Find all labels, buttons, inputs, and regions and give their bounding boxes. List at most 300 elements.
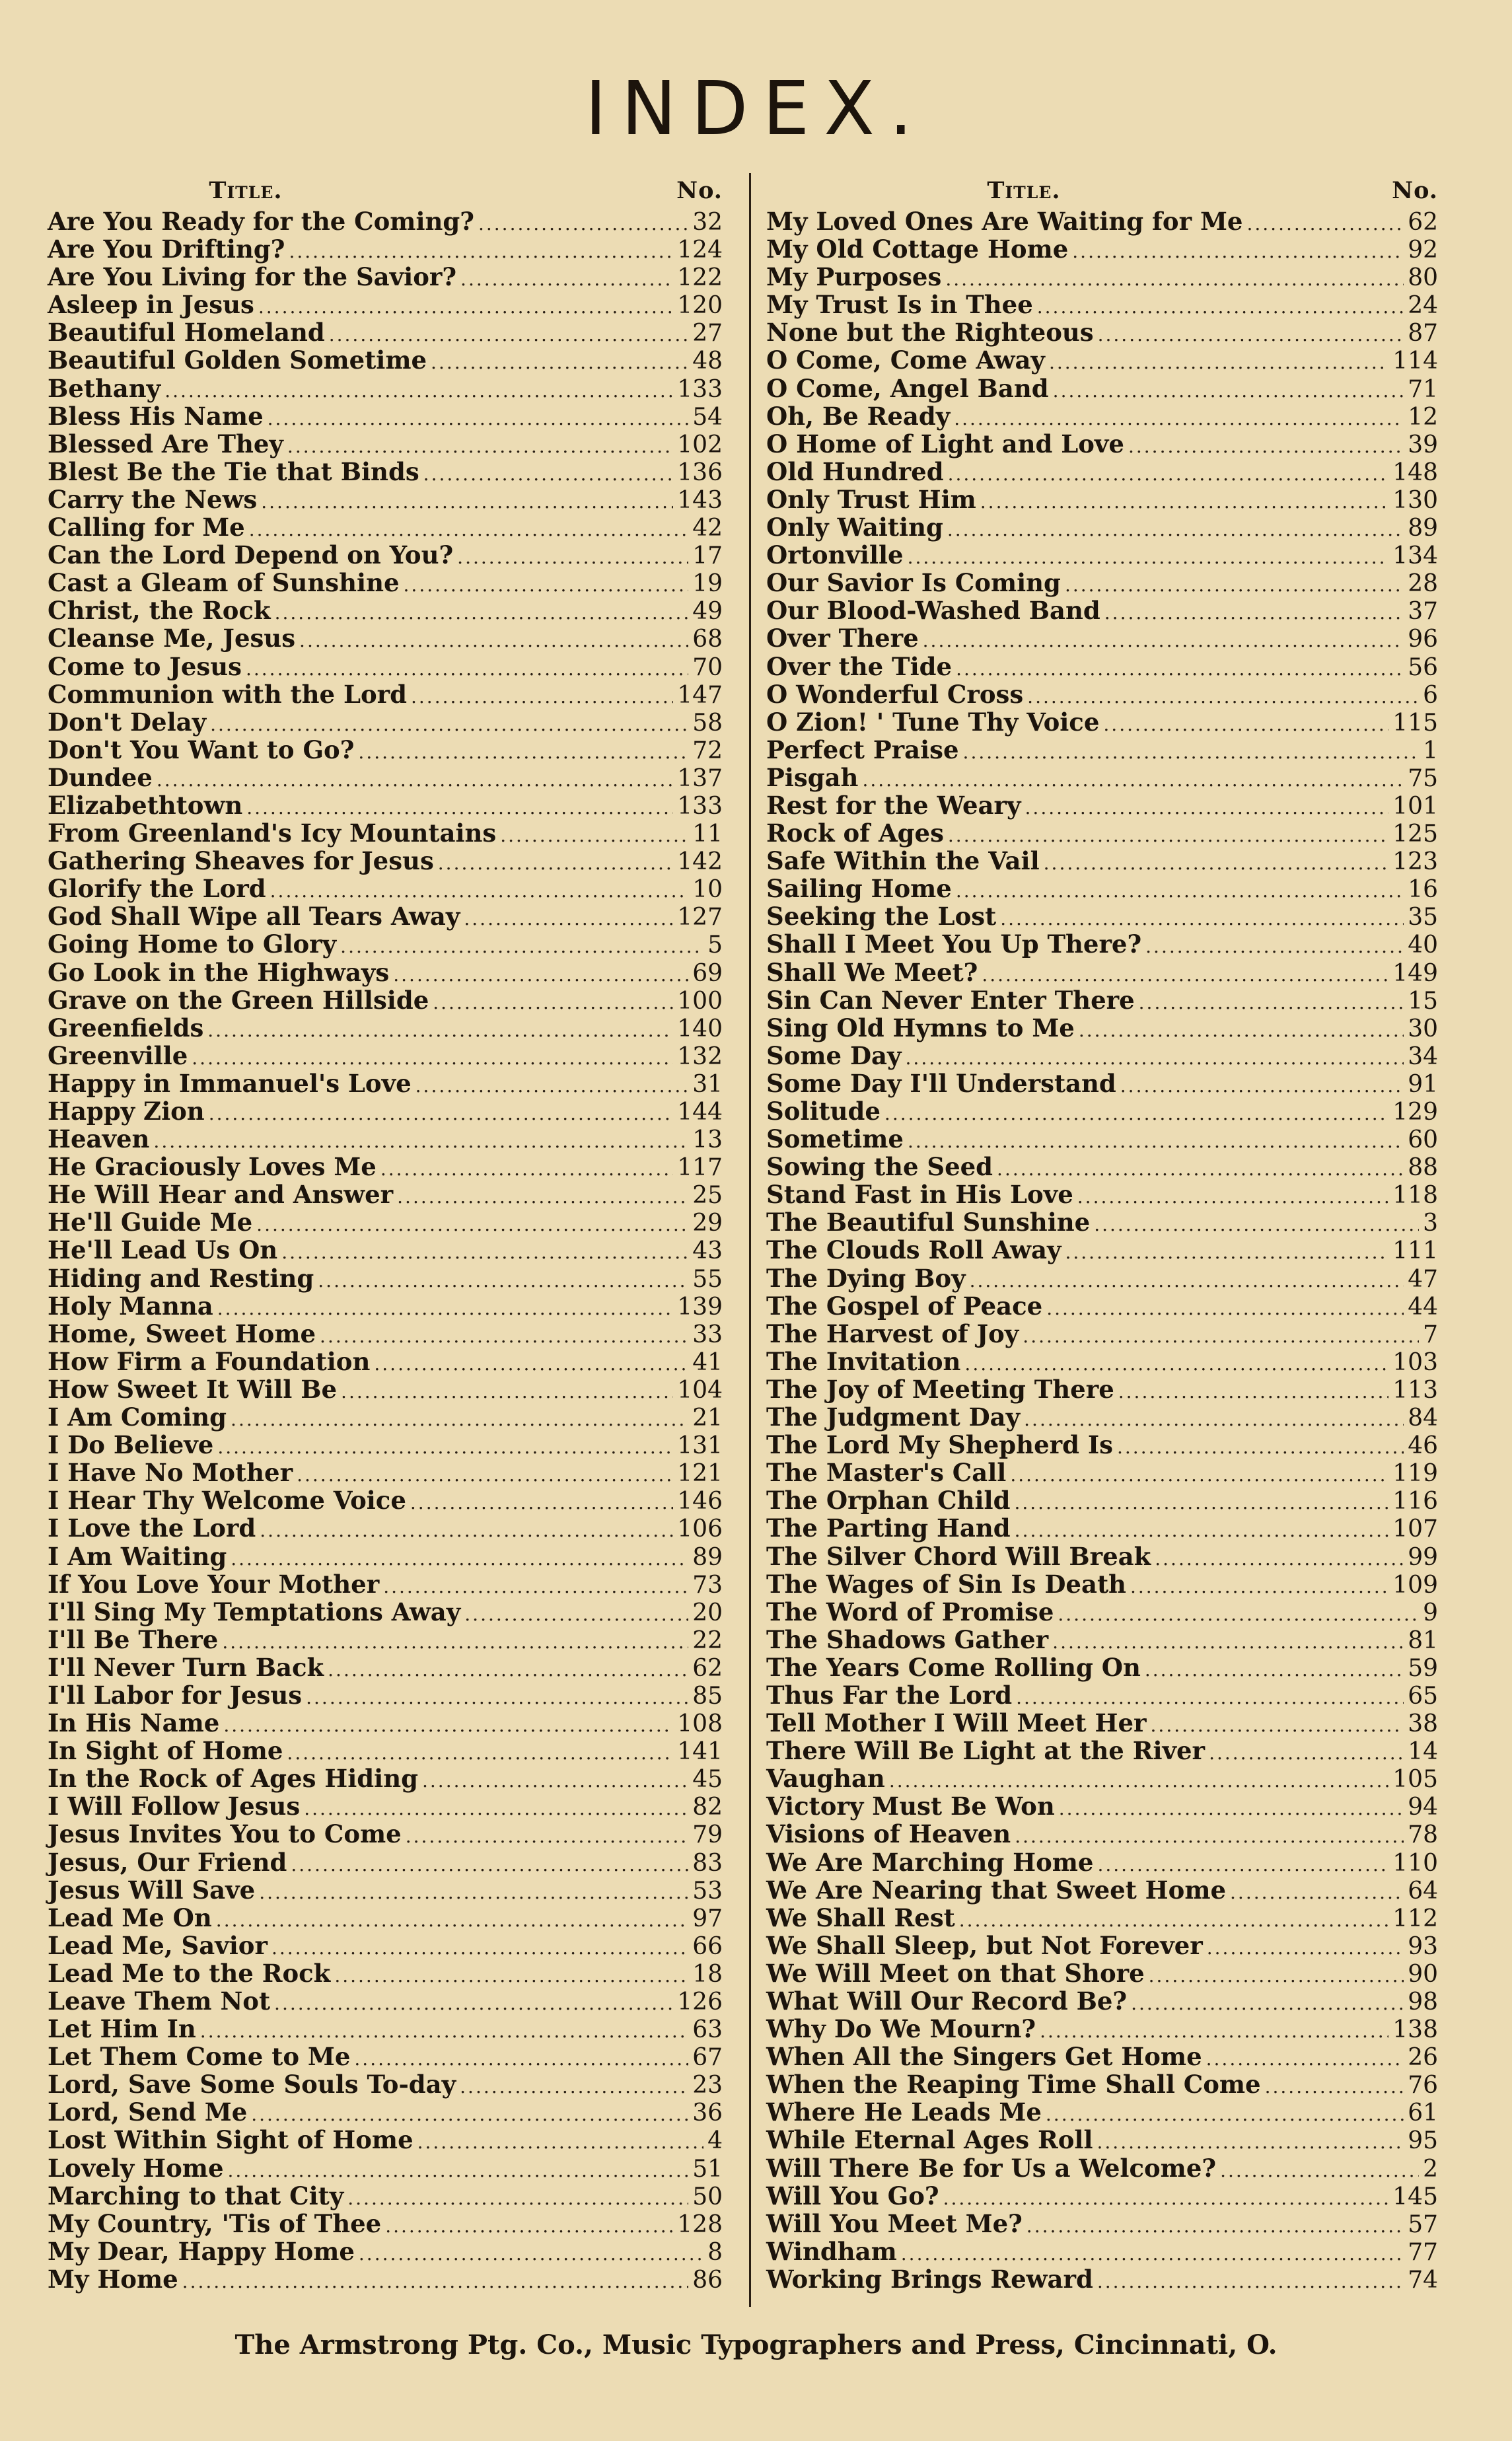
hymn-title: Why Do We Mourn? — [766, 2014, 1036, 2044]
hymn-number: 59 — [1408, 1654, 1438, 1682]
index-entry — [766, 1348, 1438, 1375]
hymn-title: Carry the News — [48, 484, 258, 514]
dot-leader — [1130, 1573, 1388, 1601]
index-entry — [766, 708, 1438, 736]
dot-leader — [1065, 1239, 1388, 1266]
header-title-label: Title. — [209, 177, 283, 204]
index-entry — [766, 2182, 1438, 2210]
hymn-number: 14 — [1408, 1738, 1438, 1766]
hymn-title: Don't Delay — [48, 707, 207, 737]
hymn-title: Will There Be for Us a Welcome? — [766, 2153, 1217, 2183]
hymn-title: He'll Lead Us On — [48, 1235, 278, 1265]
hymn-title: Beautiful Golden Sometime — [48, 346, 427, 375]
dot-leader — [231, 1545, 688, 1573]
dot-leader — [410, 1489, 673, 1517]
hymn-title: My Old Cottage Home — [766, 235, 1069, 264]
hymn-title: Our Savior Is Coming — [766, 568, 1061, 598]
hymn-title: I Love the Lord — [48, 1513, 256, 1543]
dot-leader — [1072, 238, 1404, 266]
hymn-title: In His Name — [48, 1708, 220, 1738]
index-column-left — [48, 173, 723, 2293]
index-entry — [48, 764, 723, 791]
dot-leader — [153, 1128, 688, 1155]
hymn-title: The Clouds Roll Away — [766, 1235, 1062, 1265]
page-title: INDEX. — [585, 66, 927, 152]
hymn-number: 50 — [692, 2183, 723, 2210]
dot-leader — [1015, 1517, 1389, 1545]
hymn-title: Only Trust Him — [766, 484, 976, 514]
hymn-number: 10 — [692, 876, 723, 904]
hymn-title: We Are Marching Home — [766, 1847, 1094, 1877]
hymn-number: 17 — [692, 542, 723, 570]
hymn-number: 16 — [1408, 876, 1438, 904]
index-entry — [48, 1681, 723, 1709]
dot-leader — [281, 1239, 688, 1266]
index-entry — [766, 986, 1438, 1014]
hymn-title: Vaughan — [766, 1764, 885, 1794]
hymn-number: 23 — [692, 2072, 723, 2099]
hymn-title: If You Love Your Mother — [48, 1569, 380, 1599]
hymn-title: He Graciously Loves Me — [48, 1152, 377, 1182]
dot-leader — [1103, 711, 1388, 739]
dot-leader — [433, 989, 673, 1017]
hymn-title: The Beautiful Sunshine — [766, 1208, 1091, 1237]
index-column-right — [766, 173, 1438, 2293]
hymn-title: Happy in Immanuel's Love — [48, 1068, 412, 1098]
hymn-number: 101 — [1392, 792, 1438, 820]
hymn-number: 11 — [692, 820, 723, 848]
hymn-number: 33 — [692, 1321, 723, 1348]
hymn-title: I Am Coming — [48, 1403, 227, 1432]
hymn-title: Heaven — [48, 1124, 150, 1154]
hymn-number: 57 — [1408, 2210, 1438, 2238]
hymn-number: 67 — [692, 2044, 723, 2072]
dot-leader — [406, 1823, 688, 1850]
hymn-number: 121 — [677, 1460, 723, 1488]
dot-leader — [393, 961, 688, 989]
hymn-number: 142 — [677, 848, 723, 876]
dot-leader — [970, 1267, 1404, 1295]
hymn-title: When All the Singers Get Home — [766, 2042, 1202, 2072]
index-entry — [48, 1570, 723, 1598]
hymn-title: Will You Go? — [766, 2181, 939, 2210]
dot-leader — [1155, 1545, 1404, 1573]
header-number-label: No. — [1392, 177, 1438, 204]
hymn-title: Home, Sweet Home — [48, 1319, 316, 1348]
index-entry — [48, 235, 723, 263]
index-entry — [766, 1654, 1438, 1681]
index-entry — [766, 207, 1438, 235]
hymn-number: 9 — [1423, 1599, 1438, 1626]
hymn-title: Will You Meet Me? — [766, 2208, 1023, 2238]
hymn-number: 70 — [692, 653, 723, 681]
hymn-title: The Harvest of Joy — [766, 1319, 1019, 1348]
index-entry — [48, 2182, 723, 2210]
hymn-number: 134 — [1392, 542, 1438, 570]
dot-leader — [228, 2157, 689, 2185]
dot-leader — [216, 1907, 688, 1934]
hymn-number: 107 — [1392, 1515, 1438, 1543]
dot-leader — [217, 1295, 674, 1323]
dot-leader — [997, 1155, 1404, 1183]
index-entry — [766, 1626, 1438, 1654]
hymn-number: 143 — [677, 486, 723, 514]
hymn-number: 93 — [1408, 1932, 1438, 1960]
dot-leader — [334, 1962, 688, 1990]
hymn-title: Pisgah — [766, 762, 859, 792]
dot-leader — [1206, 2045, 1404, 2073]
hymn-number: 86 — [692, 2266, 723, 2294]
index-entry — [48, 1932, 723, 1959]
hymn-number: 113 — [1392, 1376, 1438, 1404]
index-entry — [766, 486, 1438, 513]
hymn-number: 62 — [1408, 209, 1438, 236]
hymn-number: 97 — [692, 1905, 723, 1932]
index-entry — [48, 1292, 723, 1320]
hymn-number: 7 — [1423, 1321, 1438, 1348]
index-entry — [766, 1765, 1438, 1792]
hymn-title: We Shall Rest — [766, 1903, 955, 1932]
hymn-title: When the Reaping Time Shall Come — [766, 2070, 1261, 2099]
dot-leader — [274, 1990, 673, 2018]
dot-leader — [1052, 1628, 1404, 1656]
hymn-title: Are You Ready for the Coming? — [48, 207, 474, 236]
hymn-number: 147 — [677, 681, 723, 709]
dot-leader — [347, 2185, 688, 2212]
dot-leader — [157, 766, 673, 794]
hymn-title: Lead Me On — [48, 1903, 212, 1932]
hymn-title: Holy Manna — [48, 1291, 213, 1321]
hymn-title: Grave on the Green Hillside — [48, 985, 429, 1015]
dot-leader — [1046, 2101, 1404, 2129]
dot-leader — [460, 266, 673, 293]
index-entry — [48, 680, 723, 708]
hymn-title: I'll Labor for Jesus — [48, 1680, 303, 1710]
index-entry — [766, 1792, 1438, 1820]
hymn-number: 78 — [1408, 1821, 1438, 1849]
hymn-number: 44 — [1408, 1293, 1438, 1321]
index-entry — [48, 1514, 723, 1542]
dot-leader — [217, 1434, 673, 1461]
index-entry — [766, 2098, 1438, 2126]
dot-leader — [862, 766, 1404, 794]
dot-leader — [299, 627, 688, 655]
dot-leader — [385, 2212, 673, 2240]
hymn-number: 115 — [1392, 709, 1438, 737]
hymn-number: 20 — [692, 1599, 723, 1626]
dot-leader — [1094, 1211, 1419, 1239]
dot-leader — [275, 599, 689, 627]
hymn-title: Christ, the Rock — [48, 596, 271, 626]
index-entry — [48, 375, 723, 402]
index-entry — [48, 1348, 723, 1375]
dot-leader — [947, 516, 1404, 544]
dot-leader — [500, 822, 688, 850]
hymn-title: Rest for the Weary — [766, 790, 1021, 820]
dot-leader — [1120, 1072, 1404, 1100]
dot-leader — [383, 1573, 688, 1601]
dot-leader — [1065, 571, 1404, 599]
hymn-number: 98 — [1408, 1988, 1438, 2016]
dot-leader — [1097, 1851, 1388, 1879]
dot-leader — [1059, 1795, 1404, 1823]
index-entry — [48, 346, 723, 374]
index-entry — [766, 1431, 1438, 1459]
hymn-title: Let Him In — [48, 2014, 196, 2044]
index-entry — [766, 541, 1438, 569]
hymn-title: Visions of Heaven — [766, 1819, 1011, 1849]
hymn-title: What Will Our Record Be? — [766, 1986, 1128, 2016]
hymn-number: 90 — [1408, 1960, 1438, 1988]
dot-leader — [209, 1100, 674, 1128]
index-entry — [48, 930, 723, 958]
index-entry — [766, 263, 1438, 291]
dot-leader — [464, 1601, 688, 1628]
hymn-title: Jesus Will Save — [48, 1875, 256, 1905]
dot-leader — [1079, 1017, 1404, 1044]
hymn-number: 45 — [692, 1766, 723, 1794]
hymn-title: Lead Me to the Rock — [48, 1958, 331, 1988]
hymn-title: He'll Guide Me — [48, 1208, 253, 1237]
hymn-number: 80 — [1408, 264, 1438, 292]
dot-leader — [222, 1628, 688, 1656]
dot-leader — [464, 905, 673, 933]
hymn-title: I'll Be There — [48, 1624, 219, 1654]
hymn-title: Over the Tide — [766, 651, 953, 681]
index-entry — [48, 959, 723, 986]
hymn-number: 89 — [1408, 515, 1438, 542]
hymn-title: Greenfields — [48, 1013, 204, 1042]
hymn-title: Leave Them Not — [48, 1986, 271, 2016]
hymn-number: 30 — [1408, 1015, 1438, 1042]
hymn-number: 125 — [1392, 820, 1438, 848]
dot-leader — [246, 655, 688, 683]
hymn-number: 77 — [1408, 2238, 1438, 2266]
hymn-title: We Are Nearing that Sweet Home — [766, 1875, 1227, 1905]
index-list-right — [766, 207, 1438, 2293]
hymn-number: 83 — [692, 1849, 723, 1877]
hymn-number: 137 — [677, 764, 723, 792]
index-entry — [766, 1208, 1438, 1236]
dot-leader — [423, 460, 674, 488]
dot-leader — [1040, 2018, 1388, 2045]
dot-leader — [1024, 1406, 1404, 1434]
index-entry — [766, 1987, 1438, 2015]
hymn-number: 100 — [677, 987, 723, 1015]
hymn-number: 27 — [692, 320, 723, 347]
index-entry — [48, 736, 723, 764]
dot-leader — [358, 739, 688, 766]
index-entry — [766, 1097, 1438, 1125]
hymn-number: 136 — [677, 458, 723, 486]
hymn-number: 81 — [1408, 1626, 1438, 1654]
index-entry — [48, 1153, 723, 1181]
index-entry — [766, 1014, 1438, 1042]
index-entry — [766, 1236, 1438, 1264]
hymn-number: 138 — [1392, 2016, 1438, 2044]
header-number-label: No. — [676, 177, 723, 204]
hymn-title: The Orphan Child — [766, 1486, 1011, 1515]
index-entry — [48, 1014, 723, 1042]
dot-leader — [1037, 293, 1404, 321]
index-entry — [766, 1181, 1438, 1208]
hymn-number: 126 — [677, 1988, 723, 2016]
hymn-number: 29 — [692, 1210, 723, 1237]
dot-leader — [1117, 1434, 1404, 1461]
index-entry — [48, 1987, 723, 2015]
hymn-title: My Purposes — [766, 262, 942, 292]
dot-leader — [959, 1907, 1389, 1934]
index-entry — [48, 1403, 723, 1431]
hymn-title: O Wonderful Cross — [766, 679, 1024, 709]
index-entry — [766, 902, 1438, 930]
index-entry — [766, 2015, 1438, 2043]
dot-leader — [404, 571, 689, 599]
hymn-number: 55 — [692, 1265, 723, 1293]
dot-leader — [251, 2101, 688, 2129]
hymn-title: Greenville — [48, 1040, 188, 1070]
hymn-number: 120 — [677, 292, 723, 320]
dot-leader — [287, 433, 673, 460]
hymn-title: Old Hundred — [766, 456, 944, 486]
hymn-number: 41 — [692, 1348, 723, 1376]
hymn-number: 34 — [1408, 1042, 1438, 1070]
printer-credit: The Armstrong Ptg. Co., Music Typographers and Press, Cincinnati, O. — [234, 2329, 1278, 2360]
index-entry — [48, 653, 723, 680]
hymn-number: 144 — [677, 1099, 723, 1126]
hymn-title: Gathering Sheaves for Jesus — [48, 846, 434, 876]
hymn-title: Glorify the Lord — [48, 874, 266, 904]
hymn-number: 6 — [1423, 681, 1438, 709]
hymn-number: 37 — [1408, 598, 1438, 626]
hymn-number: 24 — [1408, 292, 1438, 320]
dot-leader — [318, 1267, 688, 1295]
hymn-title: My Home — [48, 2264, 178, 2294]
index-entry — [48, 541, 723, 569]
hymn-title: O Come, Come Away — [766, 346, 1045, 375]
hymn-title: I Am Waiting — [48, 1541, 227, 1571]
hymn-number: 131 — [677, 1432, 723, 1460]
dot-leader — [1053, 377, 1404, 405]
hymn-title: Marching to that City — [48, 2181, 344, 2210]
hymn-title: Dundee — [48, 762, 153, 792]
hymn-title: Sin Can Never Enter There — [766, 985, 1135, 1015]
index-entry — [766, 1514, 1438, 1542]
index-entry — [766, 346, 1438, 374]
hymn-title: Communion with the Lord — [48, 679, 407, 709]
dot-leader — [260, 1517, 673, 1545]
hymn-number: 36 — [692, 2099, 723, 2127]
hymn-number: 15 — [1408, 987, 1438, 1015]
dot-leader — [884, 1100, 1388, 1128]
index-entry — [766, 1070, 1438, 1097]
hymn-number: 38 — [1408, 1710, 1438, 1738]
index-entry — [766, 1403, 1438, 1431]
hymn-title: Safe Within the Vail — [766, 846, 1040, 876]
index-entry — [766, 1375, 1438, 1403]
index-entry — [48, 2238, 723, 2265]
index-entry — [48, 1792, 723, 1820]
index-entry — [766, 1820, 1438, 1848]
hymn-number: 119 — [1392, 1460, 1438, 1488]
hymn-number: 2 — [1423, 2155, 1438, 2183]
hymn-number: 92 — [1408, 237, 1438, 264]
hymn-number: 117 — [677, 1154, 723, 1182]
dot-leader — [304, 1795, 688, 1823]
dot-leader — [291, 1851, 688, 1879]
hymn-title: Come to Jesus — [48, 651, 242, 681]
hymn-title: We Shall Sleep, but Not Forever — [766, 1930, 1203, 1960]
dot-leader — [320, 1323, 688, 1350]
hymn-number: 105 — [1392, 1766, 1438, 1794]
hymn-title: From Greenland's Icy Mountains — [48, 819, 497, 848]
index-entry — [766, 597, 1438, 624]
dot-leader — [1246, 210, 1404, 238]
dot-leader — [328, 1656, 688, 1684]
dot-leader — [182, 2268, 689, 2296]
index-entry — [48, 2043, 723, 2070]
index-entry — [766, 819, 1438, 847]
hymn-title: Sailing Home — [766, 874, 952, 904]
hymn-title: The Silver Chord Will Break — [766, 1541, 1151, 1571]
dot-leader — [908, 544, 1389, 571]
dot-leader — [431, 349, 688, 377]
hymn-title: Jesus Invites You to Come — [48, 1819, 402, 1849]
dot-leader — [249, 516, 688, 544]
hymn-title: There Will Be Light at the River — [766, 1736, 1206, 1766]
hymn-title: Going Home to Glory — [48, 929, 337, 959]
dot-leader — [954, 405, 1404, 433]
index-entry — [766, 1570, 1438, 1598]
hymn-number: 112 — [1392, 1905, 1438, 1932]
hymn-number: 8 — [707, 2238, 723, 2266]
hymn-number: 132 — [677, 1042, 723, 1070]
hymn-number: 28 — [1408, 570, 1438, 598]
dot-leader — [261, 488, 673, 516]
dot-leader — [963, 739, 1420, 766]
hymn-title: Don't You Want to Go? — [48, 735, 355, 764]
hymn-title: The Word of Promise — [766, 1597, 1054, 1626]
column-divider — [749, 173, 751, 2307]
index-entry — [766, 1932, 1438, 1959]
index-entry — [48, 2210, 723, 2238]
hymn-title: Solitude — [766, 1097, 881, 1126]
hymn-title: The Wages of Sin Is Death — [766, 1569, 1126, 1599]
hymn-title: Windham — [766, 2236, 897, 2266]
hymn-number: 5 — [707, 931, 723, 959]
hymn-title: Lord, Save Some Souls To-day — [48, 2070, 456, 2099]
index-entry — [48, 819, 723, 847]
hymn-number: 108 — [677, 1710, 723, 1738]
hymn-title: The Master's Call — [766, 1458, 1007, 1488]
hymn-number: 124 — [677, 237, 723, 264]
index-entry — [48, 1709, 723, 1737]
dot-leader — [1010, 1461, 1388, 1489]
hymn-number: 13 — [692, 1126, 723, 1154]
index-entry — [48, 847, 723, 875]
index-entry — [48, 1181, 723, 1208]
dot-leader — [374, 1350, 688, 1378]
hymn-number: 87 — [1408, 320, 1438, 347]
dot-leader — [1097, 2268, 1404, 2296]
index-entry — [766, 2238, 1438, 2265]
dot-leader — [1015, 1823, 1404, 1850]
hymn-number: 63 — [692, 2016, 723, 2044]
hymn-title: Where He Leads Me — [766, 2097, 1042, 2127]
hymn-title: Lead Me, Savior — [48, 1930, 268, 1960]
index-entry — [48, 1543, 723, 1570]
index-entry — [48, 1848, 723, 1876]
